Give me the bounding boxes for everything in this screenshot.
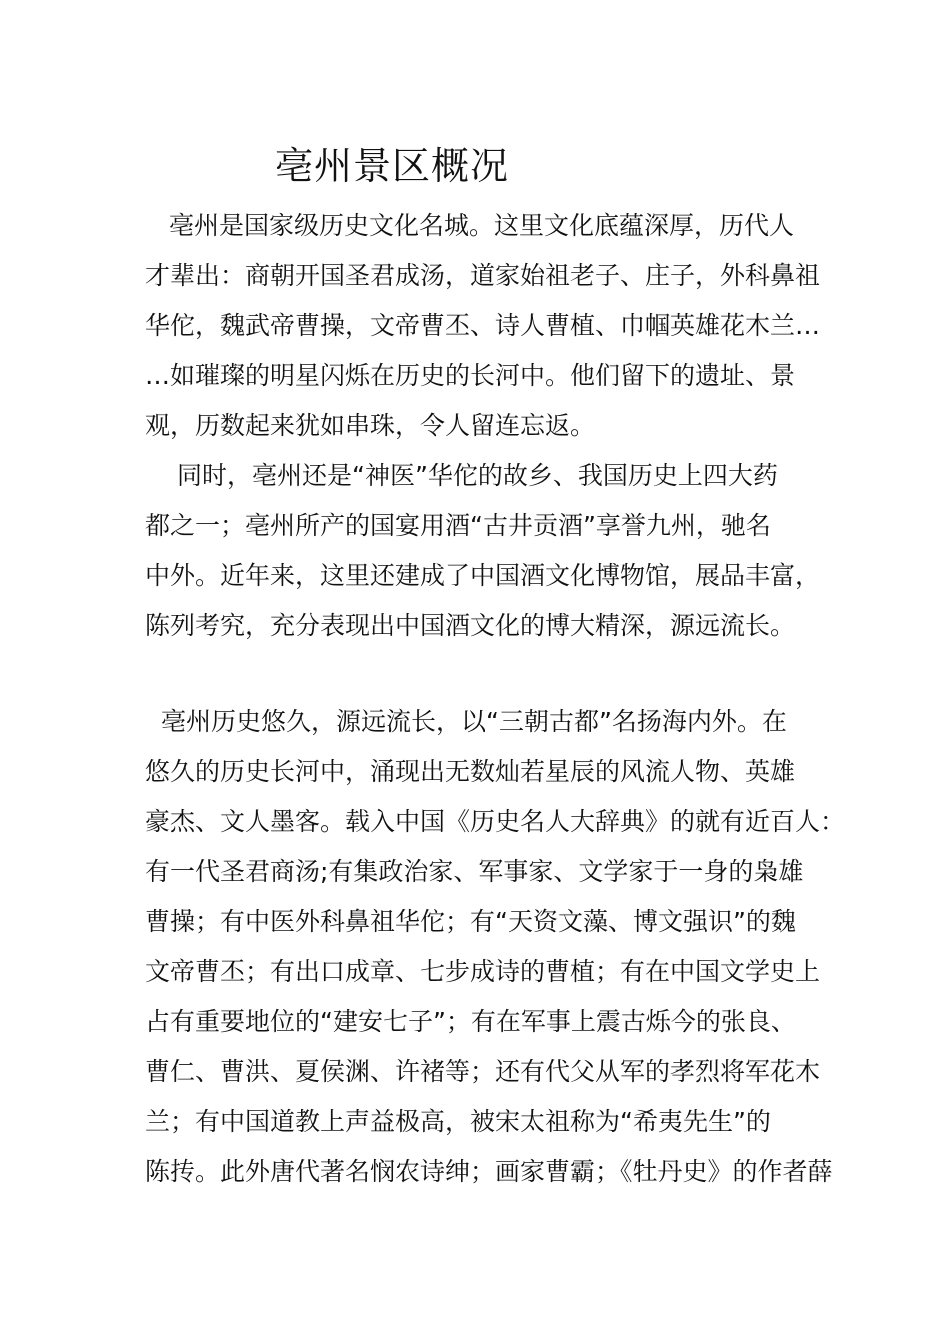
paragraph-line: 占有重要地位的“建安七子”；有在军事上震古烁今的张良、 bbox=[145, 1007, 796, 1036]
paragraph-1 bbox=[145, 201, 821, 451]
paragraph-line: 中外。近年来，这里还建成了中国酒文化博物馆，展品丰富， bbox=[145, 561, 821, 590]
paragraph-line: 观，历数起来犹如串珠，令人留连忘返。 bbox=[145, 411, 596, 440]
paragraph-3 bbox=[145, 697, 846, 1197]
paragraph-line: 悠久的历史长河中，涌现出无数灿若星辰的风流人物、英雄 bbox=[145, 757, 796, 786]
paragraph-line: 兰；有中国道教上声益极高，被宋太祖称为“希夷先生”的 bbox=[145, 1107, 771, 1136]
paragraph-line: 同时，亳州还是“神医”华佗的故乡、我国历史上四大药 bbox=[177, 461, 778, 490]
paragraph-line: 华佗，魏武帝曹操，文帝曹丕、诗人曹植、巾帼英雄花木兰… bbox=[145, 311, 821, 340]
paragraph-line: 豪杰、文人墨客。载入中国《历史名人大辞典》的就有近百人： bbox=[145, 807, 846, 836]
page-title: 亳州景区概况 bbox=[275, 144, 510, 188]
paragraph-line: 有一代圣君商汤;有集政治家、军事家、文学家于一身的枭雄 bbox=[145, 857, 804, 886]
paragraph-line: 陈抟。此外唐代著名悯农诗绅；画家曹霸；《牡丹史》的作者薛 bbox=[145, 1157, 833, 1186]
paragraph-line: …如璀璨的明星闪烁在历史的长河中。他们留下的遗址、景 bbox=[145, 361, 796, 390]
paragraph-line: 文帝曹丕；有出口成章、七步成诗的曹植；有在中国文学史上 bbox=[145, 957, 821, 986]
paragraph-line: 才辈出：商朝开国圣君成汤，道家始祖老子、庄子，外科鼻祖 bbox=[145, 261, 821, 290]
paragraph-line: 亳州历史悠久，源远流长，以“三朝古都”名扬海内外。在 bbox=[161, 707, 787, 736]
paragraph-line: 曹操；有中医外科鼻祖华佗；有“天资文藻、博文强识”的魏 bbox=[145, 907, 796, 936]
paragraph-line: 曹仁、曹洪、夏侯渊、许褚等；还有代父从军的孝烈将军花木 bbox=[145, 1057, 821, 1086]
paragraph-line: 亳州是国家级历史文化名城。这里文化底蕴深厚，历代人 bbox=[169, 211, 795, 240]
paragraph-line: 陈列考究，充分表现出中国酒文化的博大精深，源远流长。 bbox=[145, 611, 796, 640]
paragraph-line: 都之一；亳州所产的国宴用酒“古井贡酒”享誉九州，驰名 bbox=[145, 511, 771, 540]
paragraph-2 bbox=[145, 451, 821, 651]
